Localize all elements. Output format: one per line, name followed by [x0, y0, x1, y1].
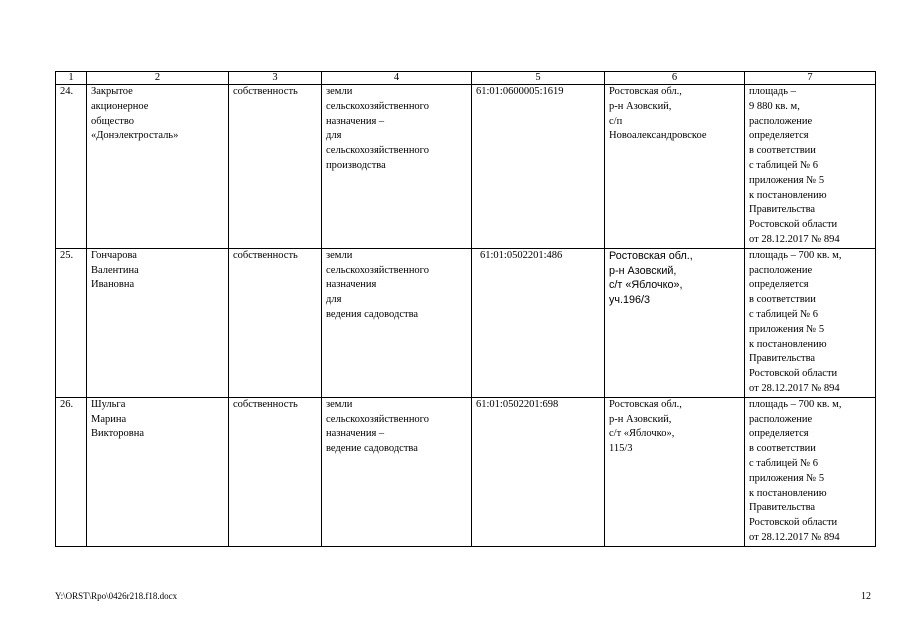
address-line: 115/3 [609, 443, 633, 455]
owner-line: Марина [91, 413, 127, 425]
address-line: с/т «Яблочко», [609, 428, 675, 440]
land-category-line: назначения – [326, 428, 385, 440]
land-category-line: сельскохозяйственного [326, 413, 429, 425]
area-line: площадь – 700 кв. м, [749, 398, 842, 410]
area-line: в соответствии [749, 145, 816, 157]
owner-line: «Донэлектросталь» [91, 130, 179, 142]
column-header: 7 [745, 72, 876, 85]
right-type-line: собственность [233, 249, 298, 261]
footer-file-path: Y:\ORST\Rpo\0426r218.f18.docx [55, 591, 178, 601]
cadastral-number: 61:01:0600005:1619 [476, 86, 564, 97]
owner-line: Валентина [91, 264, 139, 276]
area-line: с таблицей № 6 [749, 457, 819, 469]
cadastral-number-cell [472, 248, 605, 397]
row-number: 25. [56, 248, 87, 397]
right-type-cell [229, 85, 322, 249]
page-number: 12 [861, 591, 871, 602]
land-category-line: производства [326, 159, 386, 171]
owner-line: Шульга [91, 398, 126, 410]
column-header: 4 [322, 72, 472, 85]
area-line: к постановлению [749, 487, 827, 499]
area-line: 9 880 кв. м, [749, 100, 800, 112]
column-header: 1 [56, 72, 87, 85]
land-category-cell [322, 248, 472, 397]
area-line: от 28.12.2017 № 894 [749, 233, 840, 245]
area-line: Правительства [749, 502, 816, 514]
area-line: приложения № 5 [749, 472, 825, 484]
area-line: Правительства [749, 353, 816, 365]
owner-line: Викторовна [91, 428, 145, 440]
land-category-line: земли [326, 398, 353, 410]
cadastral-number: 61:01:0502201:698 [476, 398, 559, 410]
column-header: 5 [472, 72, 605, 85]
cadastral-number: 61:01:0502201:486 [480, 249, 563, 261]
table-row [56, 85, 876, 249]
area-line: с таблицей № 6 [749, 159, 819, 171]
address-line: Ростовская обл., [609, 86, 682, 97]
row-number: 24. [56, 85, 87, 249]
land-category-line: сельскохозяйственного [326, 264, 429, 276]
owner-line: акционерное [91, 100, 149, 112]
land-category-line: ведение садоводства [326, 443, 418, 455]
area-line: от 28.12.2017 № 894 [749, 531, 840, 543]
area-line: с таблицей № 6 [749, 308, 819, 320]
owner-cell [87, 248, 229, 397]
right-type-line: собственность [233, 398, 298, 410]
address-cell [605, 248, 745, 397]
address-line: с/т «Яблочко», [609, 279, 683, 292]
table-row [56, 397, 876, 546]
area-line: определяется [749, 130, 809, 142]
area-cell [745, 248, 876, 397]
right-type-cell [229, 248, 322, 397]
row-number: 26. [56, 397, 87, 546]
cadastral-number-cell [472, 397, 605, 546]
land-category-line: сельскохозяйственного [326, 100, 429, 112]
area-line: Ростовской области [749, 517, 838, 529]
owner-line: Закрытое [91, 86, 133, 97]
right-type-cell [229, 397, 322, 546]
column-header: 6 [605, 72, 745, 85]
area-line: к постановлению [749, 338, 827, 350]
area-line: Ростовской области [749, 219, 838, 231]
area-cell [745, 85, 876, 249]
area-line: в соответствии [749, 294, 816, 306]
area-line: приложения № 5 [749, 323, 825, 335]
area-line: площадь – [749, 86, 796, 97]
land-category-cell [322, 85, 472, 249]
address-line: р-н Азовский, [609, 100, 672, 112]
area-line: расположение [749, 413, 813, 425]
owner-cell [87, 85, 229, 249]
area-line: расположение [749, 264, 813, 276]
address-cell [605, 397, 745, 546]
address-line: Новоалександровское [609, 130, 707, 142]
owner-cell [87, 397, 229, 546]
address-line: уч.196/3 [609, 294, 651, 307]
area-line: к постановлению [749, 189, 827, 201]
address-line: р-н Азовский, [609, 264, 677, 277]
column-header: 2 [87, 72, 229, 85]
land-category-line: земли [326, 86, 353, 97]
address-line: с/п [609, 115, 623, 127]
area-line: от 28.12.2017 № 894 [749, 382, 840, 394]
area-cell [745, 397, 876, 546]
area-line: определяется [749, 279, 809, 291]
table-row [56, 248, 876, 397]
area-line: в соответствии [749, 443, 816, 455]
area-line: площадь – 700 кв. м, [749, 249, 842, 261]
land-category-line: назначения – [326, 115, 385, 127]
address-line: Ростовская обл., [609, 398, 682, 410]
area-line: Ростовской области [749, 368, 838, 380]
land-category-line: сельскохозяйственного [326, 145, 429, 157]
owner-line: Гончарова [91, 249, 137, 261]
owner-line: Ивановна [91, 279, 135, 291]
land-plots-table [55, 71, 876, 547]
address-line: р-н Азовский, [609, 413, 672, 425]
land-category-line: назначения [326, 279, 377, 291]
area-line: приложения № 5 [749, 174, 825, 186]
area-line: Правительства [749, 204, 816, 216]
area-line: определяется [749, 428, 809, 440]
land-category-cell [322, 397, 472, 546]
land-category-line: для [326, 294, 342, 306]
address-line: Ростовская обл., [609, 249, 693, 262]
owner-line: общество [91, 115, 134, 127]
land-category-line: для [326, 130, 342, 142]
land-category-line: ведения садоводства [326, 308, 419, 320]
area-line: расположение [749, 115, 813, 127]
address-cell [605, 85, 745, 249]
land-category-line: земли [326, 249, 353, 261]
table-header-row [56, 72, 876, 85]
right-type-line: собственность [233, 86, 298, 97]
column-header: 3 [229, 72, 322, 85]
cadastral-number-cell [472, 85, 605, 249]
